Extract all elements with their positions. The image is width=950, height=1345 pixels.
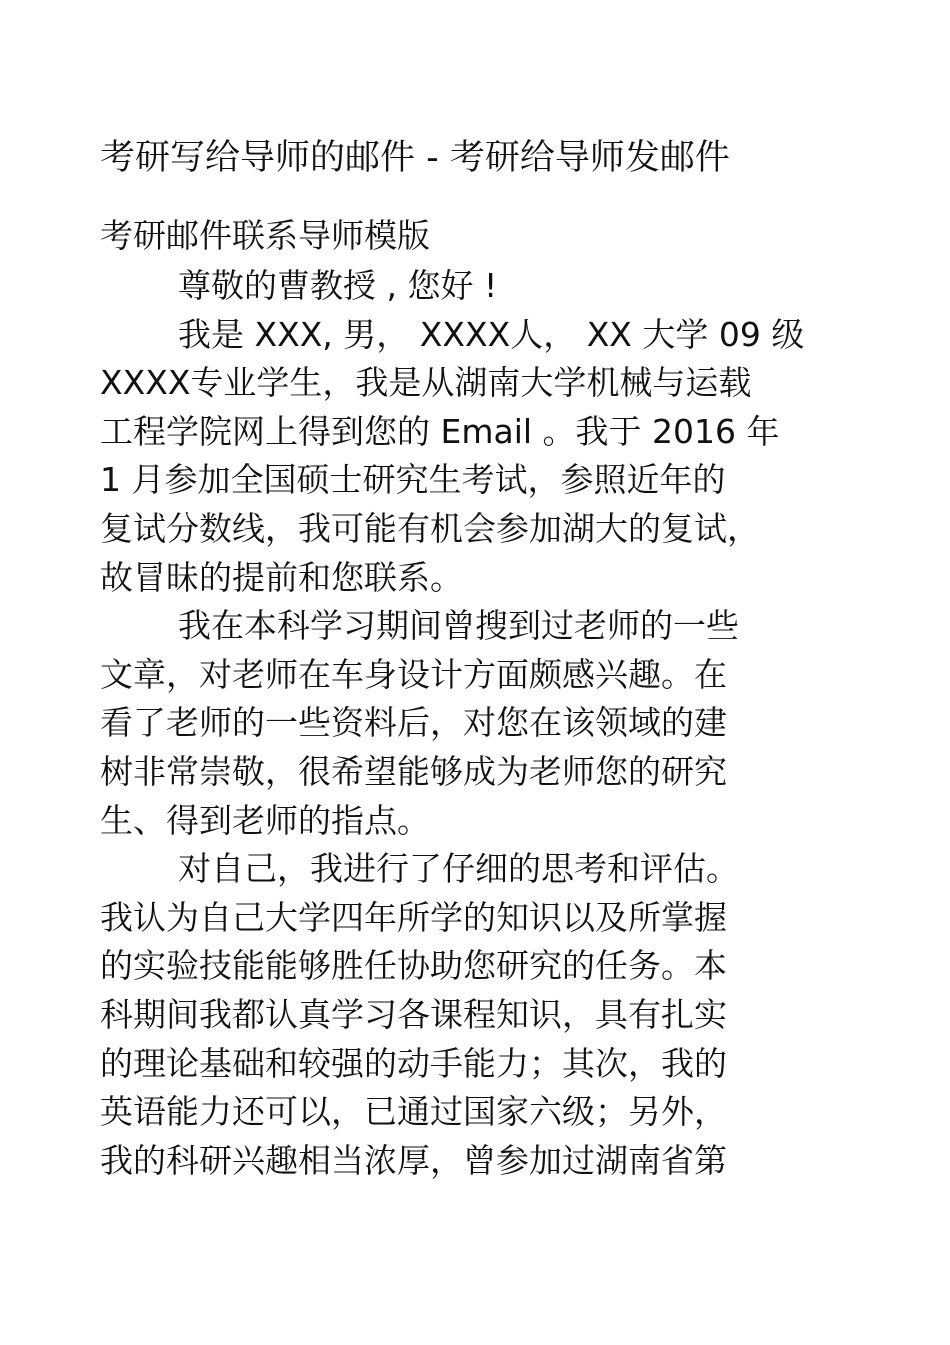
paragraph-line: 我认为自己大学四年所学的知识以及所掌握 [100, 897, 727, 937]
paragraph-line: 我是 XXX, 男， XXXX人， XX 大学 09 级 [178, 314, 805, 354]
paragraph-line: 的实验技能能够胜任协助您研究的任务。本 [100, 946, 727, 986]
paragraph-line: 科期间我都认真学习各课程知识，具有扎实 [100, 994, 727, 1034]
paragraph-line: 1 月参加全国硕士研究生考试，参照近年的 [100, 460, 726, 500]
paragraph-line: 复试分数线，我可能有机会参加湖大的复试， [100, 508, 760, 548]
paragraph-line: 看了老师的一些资料后，对您在该领域的建 [100, 703, 727, 743]
paragraph-line: 对自己，我进行了仔细的思考和评估。 [178, 849, 739, 889]
paragraph-line: 我的科研兴趣相当浓厚，曾参加过湖南省第 [100, 1140, 727, 1180]
paragraph-line: 故冒昧的提前和您联系。 [100, 557, 463, 597]
paragraph-line: 的理论基础和较强的动手能力；其次，我的 [100, 1043, 727, 1083]
paragraph-line: 英语能力还可以，已通过国家六级；另外， [100, 1092, 727, 1132]
paragraph-line: XXXX专业学生，我是从湖南大学机械与运载 [100, 363, 752, 403]
paragraph-line: 树非常崇敬，很希望能够成为老师您的研究 [100, 751, 727, 791]
document-title: 考研写给导师的邮件 - 考研给导师发邮件 [100, 138, 730, 178]
paragraph-line: 文章，对老师在车身设计方面颇感兴趣。在 [100, 654, 727, 694]
paragraph-line: 生、得到老师的指点。 [100, 800, 430, 840]
letter-body [100, 262, 840, 1185]
paragraph-line: 工程学院网上得到您的 Email 。我于 2016 年 [100, 411, 780, 451]
salutation-line: 尊敬的曹教授 , 您好 ! [178, 266, 498, 305]
paragraph-line: 我在本科学习期间曾搜到过老师的一些 [178, 606, 739, 646]
document-subtitle: 考研邮件联系导师模版 [100, 216, 430, 255]
